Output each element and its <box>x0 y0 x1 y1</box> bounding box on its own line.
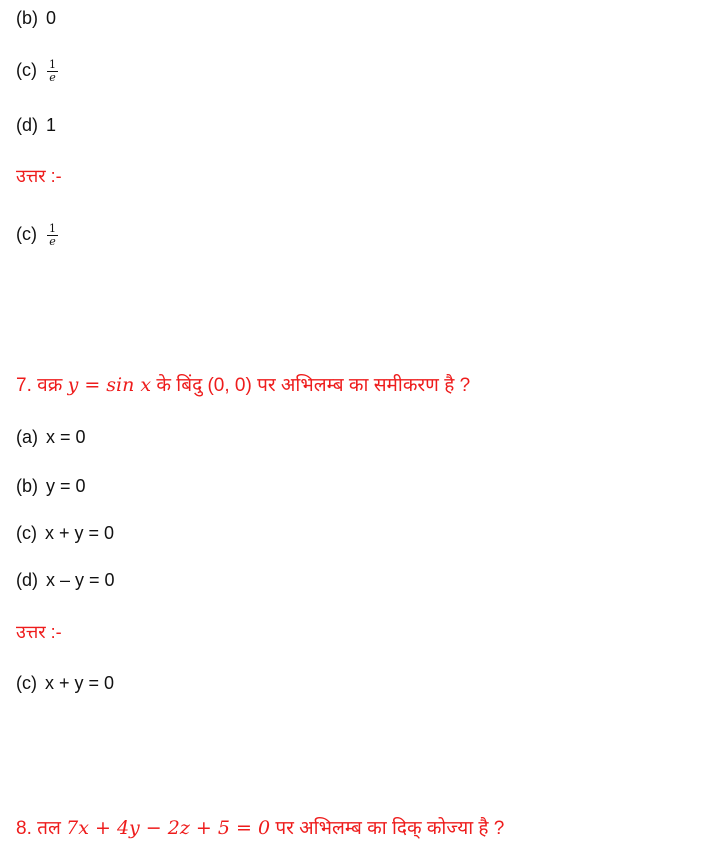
question-text-a: तल <box>37 818 61 839</box>
q7-option-a <box>16 425 86 449</box>
option-label: (d) <box>16 115 38 135</box>
option-label: (b) <box>16 476 38 496</box>
question-text-a: वक्र <box>37 375 63 396</box>
q7-answer <box>16 671 114 695</box>
question-text-c: पर अभिलम्ब का समीकरण है ? <box>257 375 471 396</box>
q6-option-c <box>16 58 58 84</box>
q7-answer-heading: उत्तर :- <box>16 622 62 642</box>
question-number: 8. <box>16 818 32 839</box>
option-label: (d) <box>16 570 38 590</box>
fraction-denominator: e <box>49 70 56 84</box>
q7-question <box>16 373 470 398</box>
q6-answer <box>16 222 58 248</box>
option-value: y = 0 <box>46 476 86 496</box>
option-value: x + y = 0 <box>45 523 115 543</box>
q7-option-c <box>16 521 114 545</box>
q6-option-d <box>16 113 56 137</box>
fraction-numerator: 1 <box>49 221 56 235</box>
option-value: x – y = 0 <box>46 570 115 590</box>
option-label: (c) <box>16 60 37 80</box>
option-value: x = 0 <box>46 427 86 447</box>
fraction-denominator: e <box>49 234 56 248</box>
option-label: (c) <box>16 673 37 693</box>
fraction-numerator: 1 <box>49 57 56 71</box>
q7-option-b <box>16 474 86 498</box>
option-value: 1 <box>46 115 57 135</box>
question-text-b: के बिंदु <box>156 375 203 396</box>
option-label: (a) <box>16 427 38 447</box>
fraction <box>47 59 58 84</box>
option-label: (c) <box>16 523 37 543</box>
option-label: (b) <box>16 8 38 28</box>
question-equation: y = sin x <box>67 374 152 396</box>
question-point: (0, 0) <box>207 375 252 396</box>
fraction <box>47 223 58 248</box>
question-equation: 7x + 4y − 2z + 5 = 0 <box>66 817 271 839</box>
q6-option-b <box>16 6 56 30</box>
question-number: 7. <box>16 375 32 396</box>
option-value: 0 <box>46 8 57 28</box>
question-text-b: पर अभिलम्ब का दिक् कोज्या है ? <box>275 818 505 839</box>
q8-question <box>16 816 504 841</box>
q7-option-d <box>16 568 115 592</box>
option-value: x + y = 0 <box>45 673 115 693</box>
option-label: (c) <box>16 224 37 244</box>
q6-answer-heading: उत्तर :- <box>16 166 62 186</box>
